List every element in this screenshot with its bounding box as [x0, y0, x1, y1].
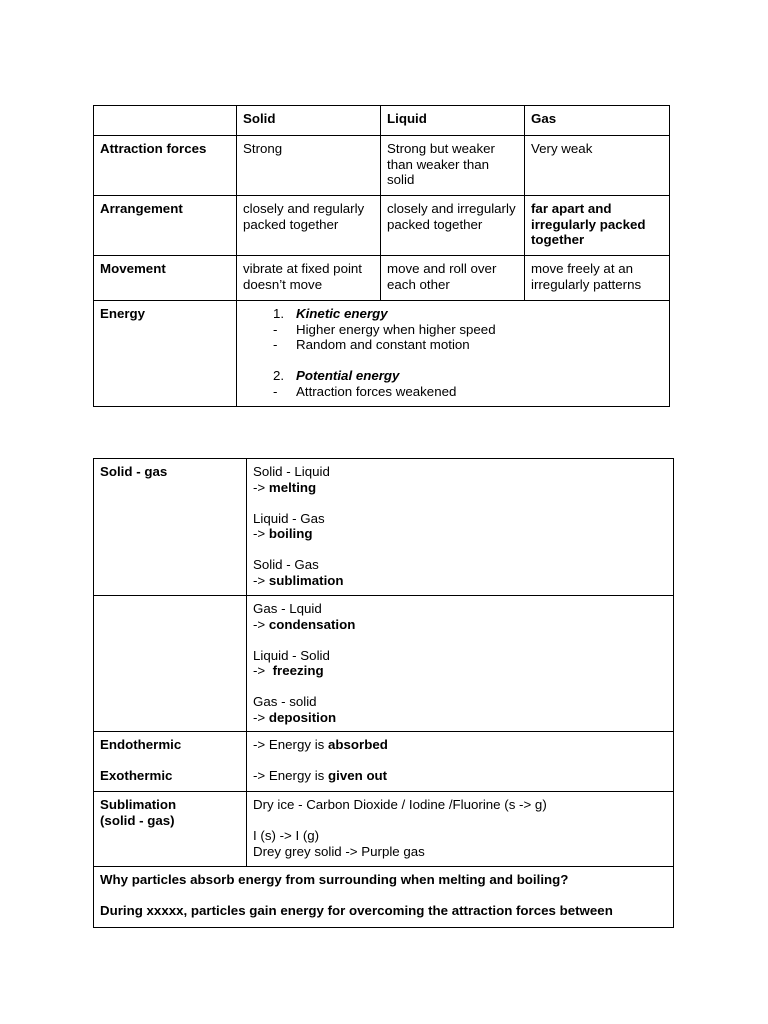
- question-text: Why particles absorb energy from surrounding when melting and boiling?: [100, 872, 569, 887]
- process-name: condensation: [268, 616, 356, 632]
- process-name: deposition: [268, 709, 337, 725]
- row-label: Arrangement: [94, 196, 237, 256]
- sublimation-equation: I (s) -> I (g): [253, 828, 320, 843]
- row-label: [94, 792, 247, 867]
- cell-liquid: Strong but weaker than weaker than solid: [381, 136, 525, 196]
- state-change: Liquid - Solid: [253, 647, 330, 663]
- question-cell: [94, 867, 674, 928]
- table-row: [94, 792, 674, 867]
- state-change: Solid - Gas: [253, 557, 319, 572]
- process-name: melting: [268, 479, 317, 495]
- row-label: Solid - gas: [94, 459, 247, 596]
- question-row: [94, 867, 674, 928]
- state-change: Gas - Lquid: [253, 601, 322, 616]
- state-change-cell: [247, 596, 674, 732]
- energy-text: -> Energy is: [253, 768, 329, 783]
- table-row: [94, 256, 670, 301]
- energy-absorbed: absorbed: [328, 737, 388, 752]
- list-dash: -: [273, 321, 278, 337]
- state-change: Solid - Liquid: [253, 464, 330, 479]
- arrow: ->: [253, 616, 269, 632]
- state-change-cell: [247, 459, 674, 596]
- arrow: ->: [253, 709, 269, 725]
- cell-gas: far apart and irregularly packed together: [525, 196, 670, 256]
- sublimation-cell: [247, 792, 674, 867]
- cell-solid: Strong: [237, 136, 381, 196]
- arrow: ->: [253, 572, 269, 588]
- sublimation-observation: Drey grey solid -> Purple gas: [253, 843, 425, 859]
- energy-text: -> Energy is: [253, 737, 329, 752]
- header-cell-solid: Solid: [237, 106, 381, 136]
- cell-gas: move freely at an irregularly patterns: [525, 256, 670, 301]
- arrow: ->: [253, 526, 269, 541]
- exothermic-label: Exothermic: [100, 768, 173, 783]
- row-label: Movement: [94, 256, 237, 301]
- cell-gas: Very weak: [525, 136, 670, 196]
- list-number: 2.: [273, 368, 285, 383]
- header-cell-liquid: Liquid: [381, 106, 525, 136]
- energy-list: [243, 306, 663, 399]
- kinetic-energy-title: Kinetic energy: [296, 306, 388, 321]
- table-header-row: [94, 106, 670, 136]
- changes-of-state-table: [93, 458, 674, 928]
- list-dash: -: [273, 383, 278, 399]
- states-of-matter-table: [93, 105, 670, 407]
- table-row: [94, 196, 670, 256]
- row-label: [94, 732, 247, 792]
- process-name: sublimation: [268, 572, 344, 588]
- arrow: ->: [253, 663, 273, 678]
- arrow: ->: [253, 479, 269, 495]
- list-number: 1.: [273, 306, 285, 321]
- table-row: [94, 596, 674, 732]
- row-label: Attraction forces: [94, 136, 237, 196]
- energy-row: [94, 301, 670, 407]
- state-change: Gas - solid: [253, 694, 317, 709]
- answer-text: During xxxxx, particles gain energy for overcoming the attraction forces between: [100, 903, 613, 918]
- potential-energy-title: Potential energy: [296, 368, 400, 383]
- sublimation-label: Sublimation: [100, 797, 177, 812]
- endothermic-label: Endothermic: [100, 737, 182, 752]
- process-name: freezing: [272, 663, 324, 678]
- energy-cell: [237, 301, 670, 407]
- cell-liquid: move and roll over each other: [381, 256, 525, 301]
- table-row: [94, 459, 674, 596]
- table-row: [94, 136, 670, 196]
- cell-solid: closely and regularly packed together: [237, 196, 381, 256]
- sublimation-sublabel: (solid - gas): [100, 812, 175, 828]
- header-cell-empty: [94, 106, 237, 136]
- state-change: Liquid - Gas: [253, 510, 325, 526]
- cell-liquid: closely and irregularly packed together: [381, 196, 525, 256]
- list-item: Attraction forces weakened: [296, 383, 457, 399]
- row-label: [94, 596, 247, 732]
- list-item: Higher energy when higher speed: [296, 321, 496, 337]
- process-name: boiling: [268, 526, 313, 541]
- header-cell-gas: Gas: [525, 106, 670, 136]
- energy-given-out: given out: [328, 768, 388, 783]
- list-dash: -: [273, 337, 278, 352]
- sublimation-examples: Dry ice - Carbon Dioxide / Iodine /Fluorine (s -> g): [253, 797, 547, 812]
- energy-direction-cell: [247, 732, 674, 792]
- cell-solid: vibrate at fixed point doesn’t move: [237, 256, 381, 301]
- table-row: [94, 732, 674, 792]
- list-item: Random and constant motion: [296, 337, 470, 352]
- row-label: Energy: [94, 301, 237, 407]
